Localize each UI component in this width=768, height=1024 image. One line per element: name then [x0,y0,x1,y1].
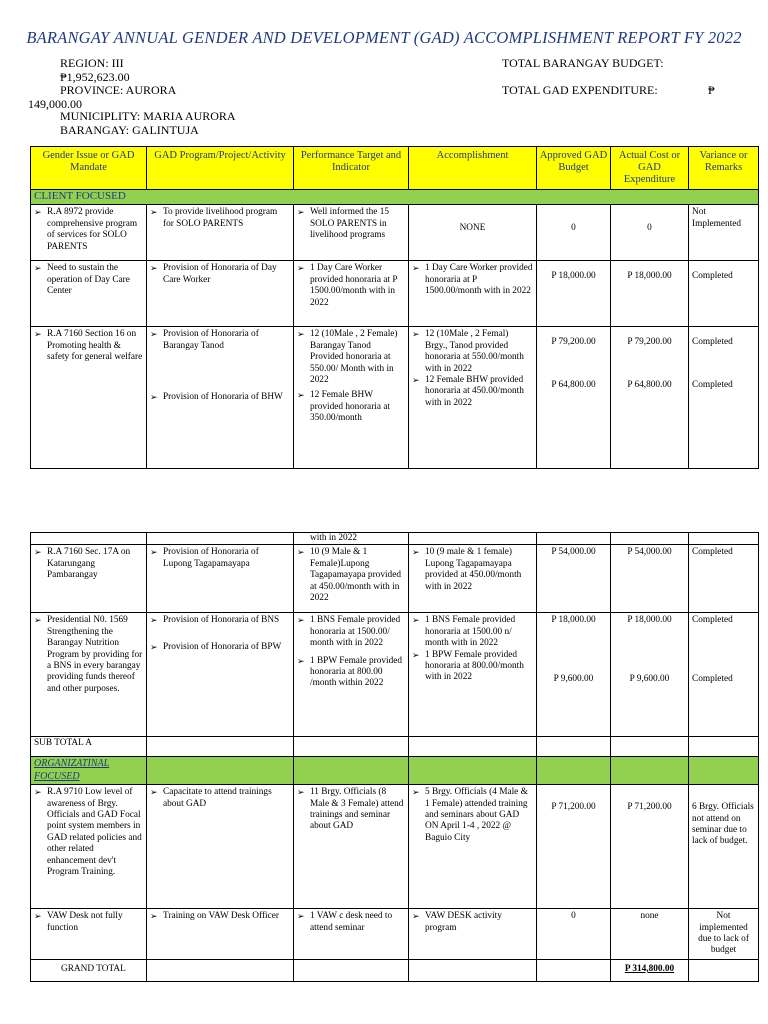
accomplishment-text: ➢ VAW DESK activity program [412,911,533,934]
accomplishment-text: ➢ 12 (10Male , 2 Femal) Brgy., Tanod provided honoraria at 550.00/month with in 2022 [412,329,533,375]
program-text: ➢ Provision of Honoraria of BHW [150,392,290,403]
subtotal-row [31,737,759,757]
gender-issue-text: ➢ Need to sustain the operation of Day Care Center [34,263,143,297]
accomplishment-text: ➢ 5 Brgy. Officials (4 Male & 1 Female) attended training and seminars about GAD ON April 1-4 , 2022 @ Baguio City [412,787,533,844]
barangay-label: BARANGAY: GALINTUJA [60,123,199,137]
remarks-text: Completed [692,673,733,684]
program-text: ➢ Provision of Honoraria of BNS [150,615,290,626]
target-text: ➢ 1 BPW Female provided honoraria at 800.00 /month within 2022 [297,656,405,690]
target-text: ➢ 12 (10Male , 2 Female) Barangay Tanod Provided honoraria at 550.00/ Month with in 2022 [297,329,405,386]
gender-issue-text: ➢ R.A 9710 Low level of awareness of Brgy. Officials and GAD Focal point system members in GAD related policies and other related enhancement dev't Program Training. [34,787,143,878]
report-title: BARANGAY ANNUAL GENDER AND DEVELOPMENT (GAD) ACCOMPLISHMENT REPORT FY 2022 [26,28,742,47]
approved-budget-value: 0 [537,205,611,261]
gender-issue-text: ➢ R.A 8972 provide comprehensive program of services for SOLO PARENTS [34,207,143,253]
accomplishment-text: ➢ 10 (9 male & 1 female) Lupong Tagapamayapa provided at 450.00/month with in 2022 [412,547,533,593]
approved-budget-value: P 54,000.00 [537,545,611,613]
remarks-text: 6 Brgy. Officials not attend on seminar due to lack of budget. [689,785,759,909]
grand-total-row [31,959,759,981]
approved-budget-value: P 18,000.00 [537,261,611,327]
program-text: ➢ Training on VAW Desk Officer [150,911,290,922]
gad-report-table-page-2 [30,532,759,982]
target-text: ➢ 1 BNS Female provided honoraria at 1500.00/ month with in 2022 [297,615,405,649]
header-accomplishment: Accomplishment [409,147,537,190]
approved-budget-value: P 9,600.00 [553,673,594,684]
remarks-text: Completed [689,261,759,327]
actual-cost-value: P 9,600.00 [629,673,670,684]
program-text: ➢ To provide livelihood program for SOLO PARENTS [150,207,290,230]
actual-cost-value: P 79,200.00 [627,337,672,348]
remarks-text: Not implemented due to lack of budget [689,909,759,960]
actual-cost-value: P 18,000.00 [627,615,672,626]
actual-cost-value: P 64,800.00 [627,379,672,390]
program-text: ➢ Capacitate to attend trainings about GAD [150,787,290,810]
continued-text: with in 2022 [294,533,409,545]
table-header-row [31,147,759,190]
accomplishment-text: ➢ 1 Day Care Worker provided honoraria at P 1500.00/month with in 2022 [412,263,533,297]
accomplishment-text: ➢ 12 Female BHW provided honoraria at 450.00/month with in 2022 [412,375,533,409]
program-text: ➢ Provision of Honoraria of Lupong Tagapamayapa [150,547,290,570]
barangay-budget-amount: ₱1,952,623.00 [60,70,130,84]
region-label: REGION: III [60,56,124,70]
total-gad-expenditure-label: TOTAL GAD EXPENDITURE: [502,83,658,97]
approved-budget-value: P 79,200.00 [551,337,596,348]
actual-cost-value: none [611,909,689,960]
peso-sign: ₱ [708,83,715,97]
header-performance-target: Performance Target and Indicator [294,147,409,190]
table-row [31,613,759,737]
table-row [31,533,759,545]
table-row [31,205,759,261]
gad-report-table-page-1 [30,146,759,469]
program-text: ➢ Provision of Honoraria of Day Care Worker [150,263,290,286]
approved-budget-value: P 64,800.00 [551,379,596,390]
target-text: ➢ 1 VAW c desk need to attend seminar [297,911,405,934]
remarks-text: Completed [692,379,733,390]
gender-issue-text: ➢ VAW Desk not fully function [34,911,143,934]
header-gad-program: GAD Program/Project/Activity [147,147,294,190]
program-text: ➢ Provision of Honoraria of Barangay Tanod [150,329,290,352]
gad-expenditure-amount: 149,000.00 [28,97,82,111]
header-gender-issue: Gender Issue or GAD Mandate [31,147,147,190]
approved-budget-value: P 71,200.00 [537,785,611,909]
approved-budget-value: 0 [537,909,611,960]
accomplishment-text: NONE [409,205,537,261]
remarks-text: Completed [692,615,733,626]
table-row [31,909,759,960]
accomplishment-text: ➢ 1 BNS Female provided honoraria at 1500.00 n/ month with in 2022 [412,615,533,649]
target-text: ➢ 12 Female BHW provided honoraria at 350.00/month [297,390,405,424]
section-label-client-focused: CLIENT FOCUSED [34,190,126,202]
program-text: ➢ Provision of Honoraria of BPW [150,642,290,653]
grand-total-amount: P 314,800.00 [611,959,689,981]
header-actual-cost: Actual Cost or GAD Expenditure [611,147,689,190]
table-row [31,327,759,469]
municipality-label: MUNICIPLITY: MARIA AURORA [60,109,236,123]
actual-cost-value: 0 [611,205,689,261]
actual-cost-value: P 54,000.00 [611,545,689,613]
target-text: ➢ 11 Brgy. Officials (8 Male & 3 Female) attend trainings and seminar about GAD [297,787,405,833]
accomplishment-text: ➢ 1 BPW Female provided honoraria at 800.00/month with in 2022 [412,650,533,684]
target-text: ➢ 1 Day Care Worker provided honoraria at P 1500.00/month with in 2022 [297,263,405,309]
province-label: PROVINCE: AURORA [60,83,177,97]
actual-cost-value: P 18,000.00 [611,261,689,327]
grand-total-label: GRAND TOTAL [31,959,147,981]
header-variance-remarks: Variance or Remarks [689,147,759,190]
remarks-text: Completed [692,337,733,348]
target-text: ➢ 10 (9 Male & 1 Female)Lupong Tagapamayapa provided at 450.00/month with in 2022 [297,547,405,604]
gender-issue-text: ➢ R.A 7160 Section 16 on Promoting health & safety for general welfare [34,329,143,363]
section-label-organizational-focused: ORGANIZATINAL FOCUSED [34,758,110,782]
approved-budget-value: P 18,000.00 [551,615,596,626]
gender-issue-text: ➢ R.A 7160 Sec. 17A on Katarungang Pambarangay [34,547,143,581]
section-row-organizational-focused [31,757,759,785]
target-text: ➢ Well informed the 15 SOLO PARENTS in livelihood programs [297,207,405,241]
table-row [31,545,759,613]
remarks-text: Completed [689,545,759,613]
remarks-text: Not Implemented [689,205,759,261]
total-barangay-budget-label: TOTAL BARANGAY BUDGET: [502,56,664,70]
gender-issue-text: ➢ Presidential N0. 1569 Strengthening the Barangay Nutrition Program by providing for a BNS in every barangay providing funds thereof and other purposes. [34,615,143,695]
table-row [31,261,759,327]
table-row [31,785,759,909]
section-row-client-focused [31,190,759,205]
subtotal-label: SUB TOTAL A [31,737,147,757]
header-approved-budget: Approved GAD Budget [537,147,611,190]
actual-cost-value: P 71,200.00 [611,785,689,909]
